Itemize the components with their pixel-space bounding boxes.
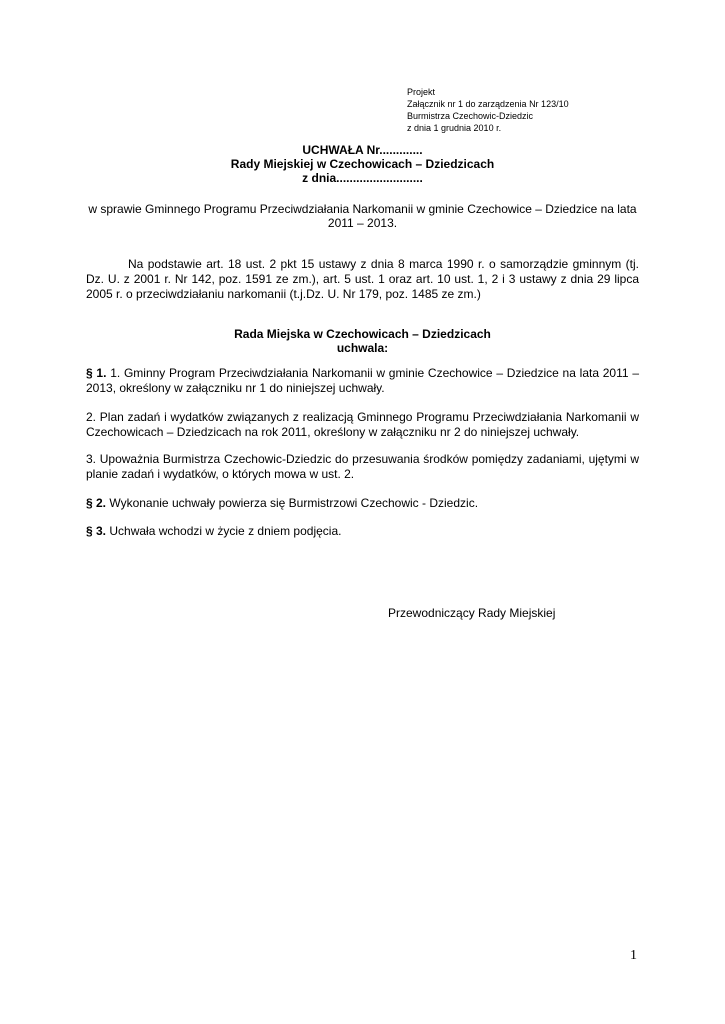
section-2: [86, 496, 639, 511]
council-resolves: uchwala:: [336, 341, 389, 355]
section-1-item-2: 2. Plan zadań i wydatków związanych z realizacją Gminnego Programu Przeciwdziałania Narkomanii w Czechowicach – Dziedzicach na rok 2011, określony w załączniku nr 2 do niniejszej uchwały.: [86, 410, 639, 439]
council-heading: [0, 327, 725, 355]
header-note-line: z dnia 1 grudnia 2010 r.: [407, 123, 502, 133]
legal-basis: Na podstawie art. 18 ust. 2 pkt 15 ustawy z dnia 8 marca 1990 r. o samorządzie gminnym (tj. Dz. U. z 2001 r. Nr 142, poz. 1591 ze zm.), art. 5 ust. 1 oraz art. 10 ust. 1, 2 i 3 ustawy z dnia 29 lipca 2005 r. o przeciwdziałaniu narkomanii (t.j.Dz. U. Nr 179, poz. 1485 ze zm.): [86, 257, 639, 301]
header-note-line: Burmistrza Czechowic-Dziedzic: [407, 111, 534, 121]
resolution-title: [0, 143, 725, 185]
title-line-council: Rady Miejskiej w Czechowicach – Dziedzicach: [230, 157, 495, 171]
section-3-text: Uchwała wchodzi w życie z dniem podjęcia.: [106, 524, 342, 538]
title-line-number: UCHWAŁA Nr.............: [302, 143, 423, 157]
page-number: 1: [630, 948, 637, 963]
section-1-mark: § 1.: [86, 366, 107, 380]
resolution-subject: w sprawie Gminnego Programu Przeciwdziałania Narkomanii w gminie Czechowice – Dziedzice na lata 2011 – 2013.: [88, 202, 637, 230]
signature-line: Przewodniczący Rady Miejskiej: [388, 606, 556, 620]
section-1-text: 1. Gminny Program Przeciwdziałania Narkomanii w gminie Czechowice – Dziedzice na lata 2011 – 2013, określony w załączniku nr 1 do niniejszej uchwały.: [86, 366, 639, 395]
section-1: [86, 366, 639, 396]
header-note: [407, 86, 569, 134]
header-note-line: Załącznik nr 1 do zarządzenia Nr 123/10: [407, 99, 569, 109]
section-2-mark: § 2.: [86, 496, 107, 510]
section-3: [86, 524, 639, 539]
council-name: Rada Miejska w Czechowicach – Dziedzicach: [234, 327, 491, 341]
section-2-text: Wykonanie uchwały powierza się Burmistrzowi Czechowic - Dziedzic.: [106, 496, 479, 510]
section-3-mark: § 3.: [86, 524, 107, 538]
section-1-item-3: 3. Upoważnia Burmistrza Czechowic-Dziedzic do przesuwania środków pomiędzy zadaniami, ujętymi w planie zadań i wydatków, o których mowa w ust. 2.: [86, 452, 639, 481]
title-line-date: z dnia..........................: [302, 171, 423, 185]
header-note-line: Projekt: [407, 87, 436, 97]
